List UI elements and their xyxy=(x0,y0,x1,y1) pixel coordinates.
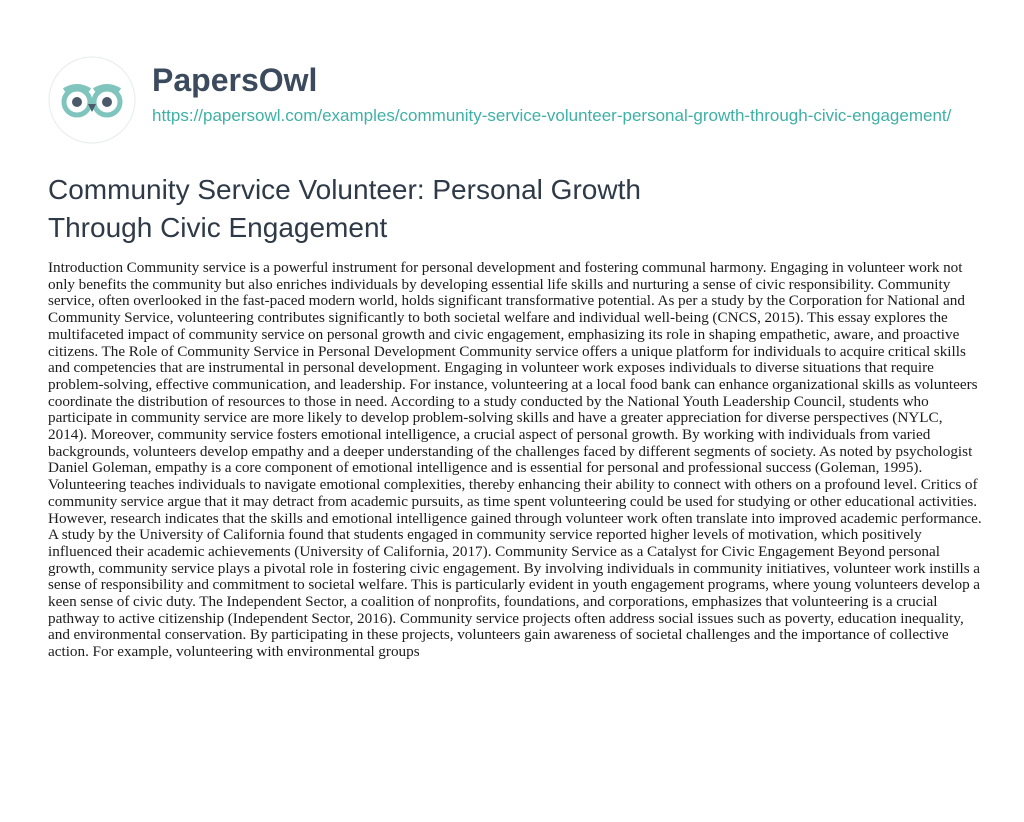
document-title: Community Service Volunteer: Personal Growth Through Civic Engagement xyxy=(48,174,641,243)
essay-body: Introduction Community service is a powerful instrument for personal development and fostering communal harmony. Engaging in volunteer work not only benefits the community but also enriches individuals by developing essential life skills and nurturing a sense of civic responsibility. Community service, often overlooked in the fast-paced modern world, holds significant transformative potential. As per a study by the Corporation for National and Community Service, volunteering contributes significantly to both societal welfare and individual well-being (CNCS, 2015). This essay explores the multifaceted impact of community service on personal growth and civic engagement, emphasizing its role in shaping empathetic, aware, and proactive citizens. The Role of Community Service in Personal Development Community service offers a unique platform for individuals to acquire critical skills and competencies that are instrumental in personal development. Engaging in volunteer work exposes individuals to diverse situations that require problem-solving, effective communication, and leadership. For instance, volunteering at a local food bank can enhance organizational skills as volunteers coordinate the distribution of resources to those in need. According to a study conducted by the National Youth Leadership Council, students who participate in community service are more likely to develop problem-solving skills and have a greater appreciation for diverse perspectives (NYLC, 2014). Moreover, community service fosters emotional intelligence, a crucial aspect of personal growth. By working with individuals from varied backgrounds, volunteers develop empathy and a deeper understanding of the challenges faced by different segments of society. As noted by psychologist Daniel Goleman, empathy is a core component of emotional intelligence and is essential for personal and professional success (Goleman, 1995). Volunteering teaches individuals to navigate emotional complexities, thereby enhancing their ability to connect with others on a profound level. Critics of community service argue that it may detract from academic pursuits, as time spent volunteering could be used for studying or other educational activities. However, research indicates that the skills and emotional intelligence gained through volunteer work often translate into improved academic performance. A study by the University of California found that students engaged in community service reported higher levels of motivation, which positively influenced their academic achievements (University of California, 2017). Community Service as a Catalyst for Civic Engagement Beyond personal growth, community service plays a pivotal role in fostering civic engagement. By involving individuals in community initiatives, volunteer work instills a sense of responsibility and commitment to societal welfare. This is particularly evident in youth engagement programs, where young volunteers develop a keen sense of civic duty. The Independent Sector, a coalition of nonprofits, foundations, and corporations, emphasizes that volunteering is a crucial pathway to active citizenship (Independent Sector, 2016). Community service projects often address social issues such as poverty, education inequality, and environmental conservation. By participating in these projects, volunteers gain awareness of societal challenges and the importance of collective action. For example, volunteering with environmental groups xyxy=(48,259,982,661)
site-header xyxy=(48,56,1008,156)
owl-eyes-logo-icon[interactable] xyxy=(48,56,136,144)
brand-name[interactable]: PapersOwl xyxy=(152,62,318,98)
source-url-link[interactable]: https://papersowl.com/examples/community-service-volunteer-personal-growth-through-civic-engagement/ xyxy=(152,106,952,125)
